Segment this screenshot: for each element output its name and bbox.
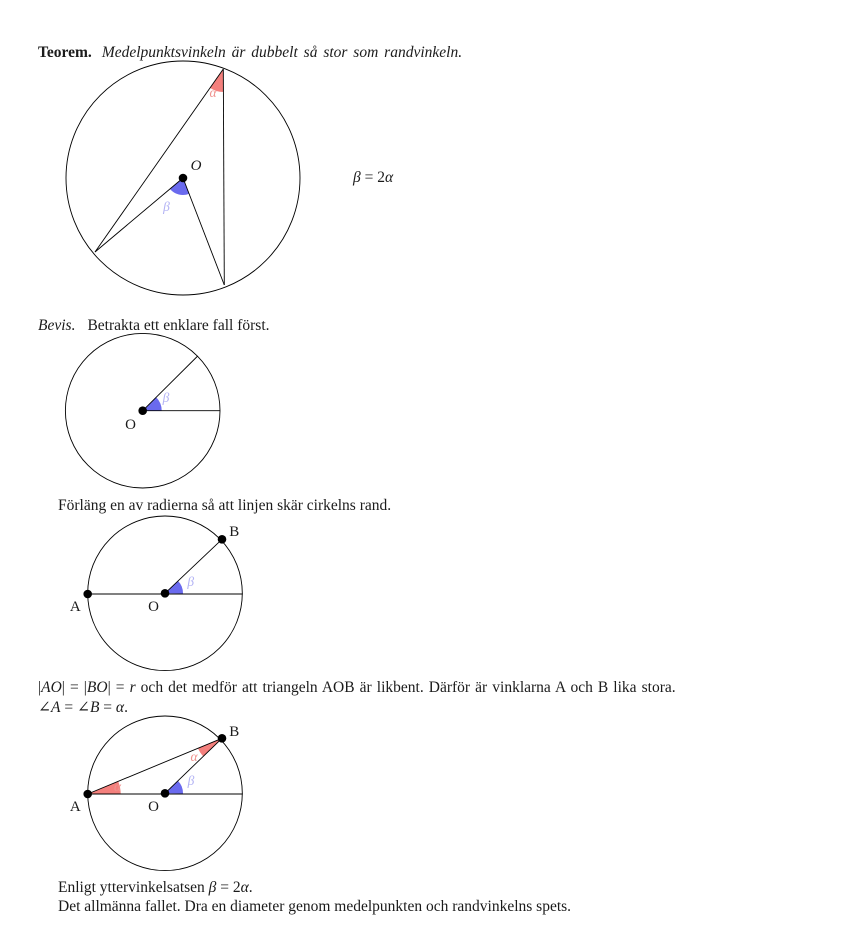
isosceles-figure-label-A: A xyxy=(69,799,81,815)
exterior-line-run: . xyxy=(248,879,253,896)
isosceles-line-run: och det medför att triangeln AOB är likbent. Därför är vinklarna A och B lika stora. xyxy=(135,679,676,696)
extended-radius-figure-point-dot xyxy=(218,535,227,544)
isosceles-figure-line xyxy=(88,738,222,794)
isosceles-line-run: AO xyxy=(41,679,62,696)
simple-case-figure-point-dot xyxy=(138,406,147,415)
exterior-line xyxy=(58,878,253,897)
isosceles-figure-point-dot xyxy=(83,790,92,799)
exterior-line-run: Enligt yttervinkelsatsen xyxy=(58,879,209,896)
angles-line-run: α xyxy=(115,699,125,716)
general-line-run: Det allmänna fallet. Dra en diameter genom medelpunkten och randvinkelns spets. xyxy=(58,898,572,915)
angles-line-run: . xyxy=(124,699,128,716)
angles-line-run: = ∠ xyxy=(60,699,90,716)
extended-radius-figure-point-dot xyxy=(161,589,170,598)
bevis-line xyxy=(38,316,270,335)
simple-case-figure xyxy=(65,333,220,488)
exterior-line-run: = 2 xyxy=(216,879,241,896)
extended-radius-figure-label-β: β xyxy=(187,574,195,589)
bevis-line-run: Betrakta ett enklare fall först. xyxy=(87,317,270,334)
isosceles-line-run: | = xyxy=(107,679,130,696)
simple-case-figure-line xyxy=(143,356,198,411)
isosceles-line xyxy=(38,678,676,697)
isosceles-figure xyxy=(70,716,243,871)
theorem-figure-label-β: β xyxy=(163,199,170,214)
angles-line-run: ∠ xyxy=(38,699,51,716)
isosceles-line-run: | xyxy=(38,679,42,696)
bevis-line-run: Bevis. xyxy=(38,317,76,334)
simple-case-figure-label-β: β xyxy=(162,390,170,405)
equation xyxy=(353,168,393,187)
isosceles-line-run: r xyxy=(129,679,136,696)
angles-line-run: A xyxy=(51,699,61,716)
isosceles-figure-point-dot xyxy=(218,734,227,743)
angles-line-run: B xyxy=(89,699,100,716)
theorem-line-run: Medelpunktsvinkeln är dubbelt så stor som randvinkeln. xyxy=(101,44,463,61)
theorem-figure xyxy=(66,61,300,295)
isosceles-figure-label-B: B xyxy=(229,724,240,740)
extended-radius-figure-label-O: O xyxy=(148,599,160,615)
equation-run: = 2 xyxy=(360,169,385,186)
equation-run: β xyxy=(353,169,361,186)
theorem-figure-label-α: α xyxy=(209,85,217,100)
equation-run: α xyxy=(384,169,394,186)
exterior-line-run: α xyxy=(240,879,249,896)
isosceles-figure-label-α: α xyxy=(113,779,122,794)
isosceles-figure-label-β: β xyxy=(187,773,195,788)
theorem-figure-line xyxy=(223,69,224,285)
theorem-figure-line xyxy=(95,69,223,252)
isosceles-figure-point-dot xyxy=(161,789,170,798)
extend-line-run: Förläng en av radierna så att linjen skär cirkelns rand. xyxy=(58,497,392,514)
isosceles-line-run: | = | xyxy=(61,679,87,696)
extended-radius-figure xyxy=(70,516,243,671)
theorem-figure-point-dot xyxy=(179,174,188,183)
extended-radius-figure-label-A: A xyxy=(69,599,81,615)
angles-line xyxy=(38,698,128,717)
exterior-line-run: β xyxy=(208,879,217,896)
theorem-figure-label-O: O xyxy=(190,158,202,174)
extended-radius-figure-label-B: B xyxy=(229,524,240,540)
simple-case-figure-label-O: O xyxy=(125,417,136,433)
isosceles-figure-red-angle-wedge xyxy=(198,738,222,756)
extended-radius-figure-point-dot xyxy=(83,590,92,599)
isosceles-line-run: BO xyxy=(86,679,108,696)
general-line xyxy=(58,897,571,916)
isosceles-figure-label-α: α xyxy=(190,749,198,764)
angles-line-run: = xyxy=(99,699,116,716)
theorem-figure-line xyxy=(183,178,224,285)
extend-line xyxy=(58,496,391,515)
isosceles-figure-label-O: O xyxy=(148,799,160,815)
theorem-line-run: Teorem. xyxy=(38,44,92,61)
theorem-line xyxy=(38,43,462,62)
